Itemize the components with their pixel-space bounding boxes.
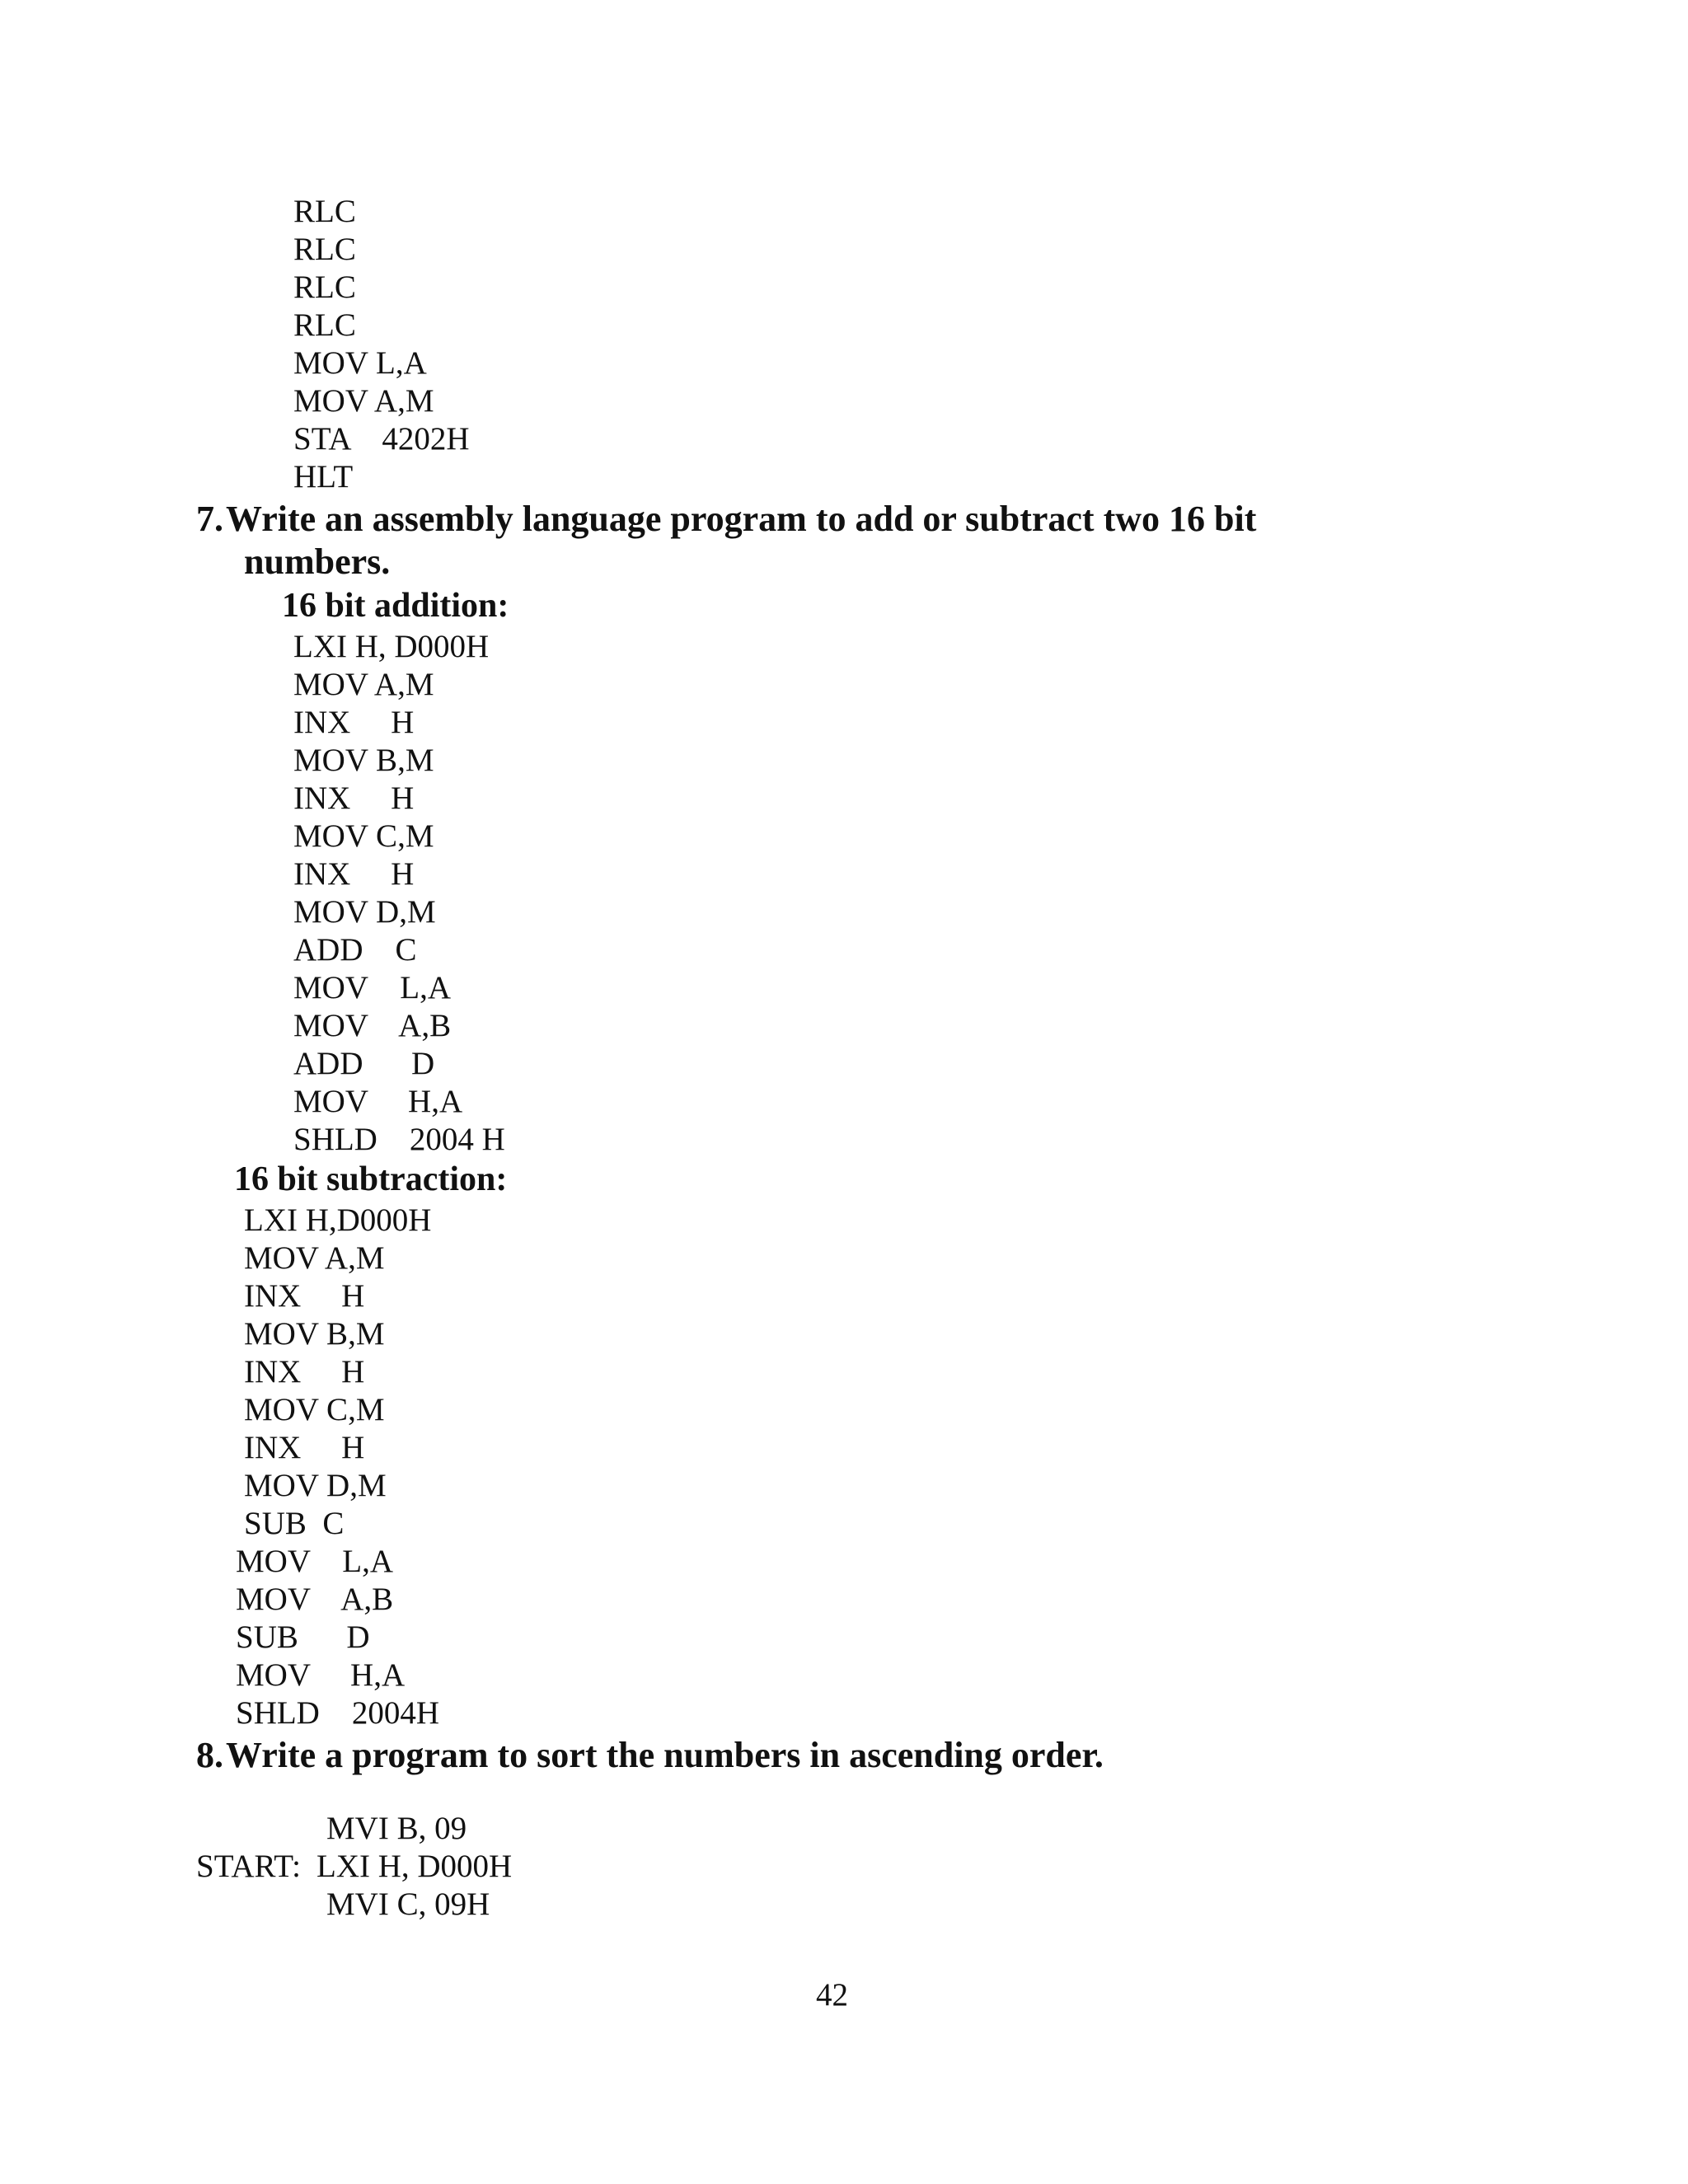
section-heading: 16 bit addition: [282,587,509,625]
code-line: INX H [244,1354,365,1390]
code-line: MOV A,M [244,1240,385,1276]
code-line: MOV L,A [293,345,427,381]
code-line: MOV A,B [293,1008,452,1043]
code-line: MOV L,A [236,1544,394,1579]
question-text: Write a program to sort the numbers in ascending order. [226,1735,1104,1775]
code-line: INX H [293,856,415,892]
question-text: numbers. [244,541,391,582]
code-line: MOV A,B [236,1582,394,1617]
code-line: SUB D [236,1619,370,1655]
code-line: MOV A,M [293,667,434,702]
code-line: MOV D,M [244,1468,387,1503]
code-line: RLC [293,307,356,343]
code-line: SHLD 2004 H [293,1122,505,1157]
code-line: INX H [244,1430,365,1465]
code-line: ADD D [293,1046,435,1081]
code-line: MOV C,M [244,1392,385,1427]
question-text: Write an assembly language program to add or subtract two 16 bit [226,499,1257,539]
code-line: RLC [293,194,356,229]
code-line: RLC [293,269,356,305]
code-line: MOV B,M [293,743,434,778]
code-line: LXI H, D000H [316,1849,513,1884]
code-line: SHLD 2004H [236,1695,440,1731]
code-line: SUB C [244,1506,345,1541]
code-label: START: [196,1849,301,1884]
code-line: STA 4202H [293,421,470,457]
code-line: RLC [293,232,356,267]
code-line: MOV H,A [236,1657,406,1693]
page-number: 42 [816,1977,848,2013]
code-line: MOV C,M [293,818,434,854]
code-line: INX H [244,1278,365,1314]
code-line: INX H [293,780,415,816]
code-line: HLT [293,459,354,494]
code-line: ADD C [293,932,417,968]
code-line: MOV D,M [293,894,436,930]
code-line: MOV L,A [293,970,452,1005]
code-line: MVI B, 09 [326,1811,467,1846]
code-line: LXI H, D000H [293,629,490,664]
section-heading: 16 bit subtraction: [234,1160,508,1198]
code-line: MOV A,M [293,383,434,419]
code-line: INX H [293,705,415,740]
code-line: MVI C, 09H [326,1886,490,1922]
code-line: MOV B,M [244,1316,385,1352]
question-number: 7. [196,499,223,539]
question-number: 8. [196,1735,223,1775]
code-line: LXI H,D000H [244,1202,432,1238]
code-line: MOV H,A [293,1084,463,1119]
